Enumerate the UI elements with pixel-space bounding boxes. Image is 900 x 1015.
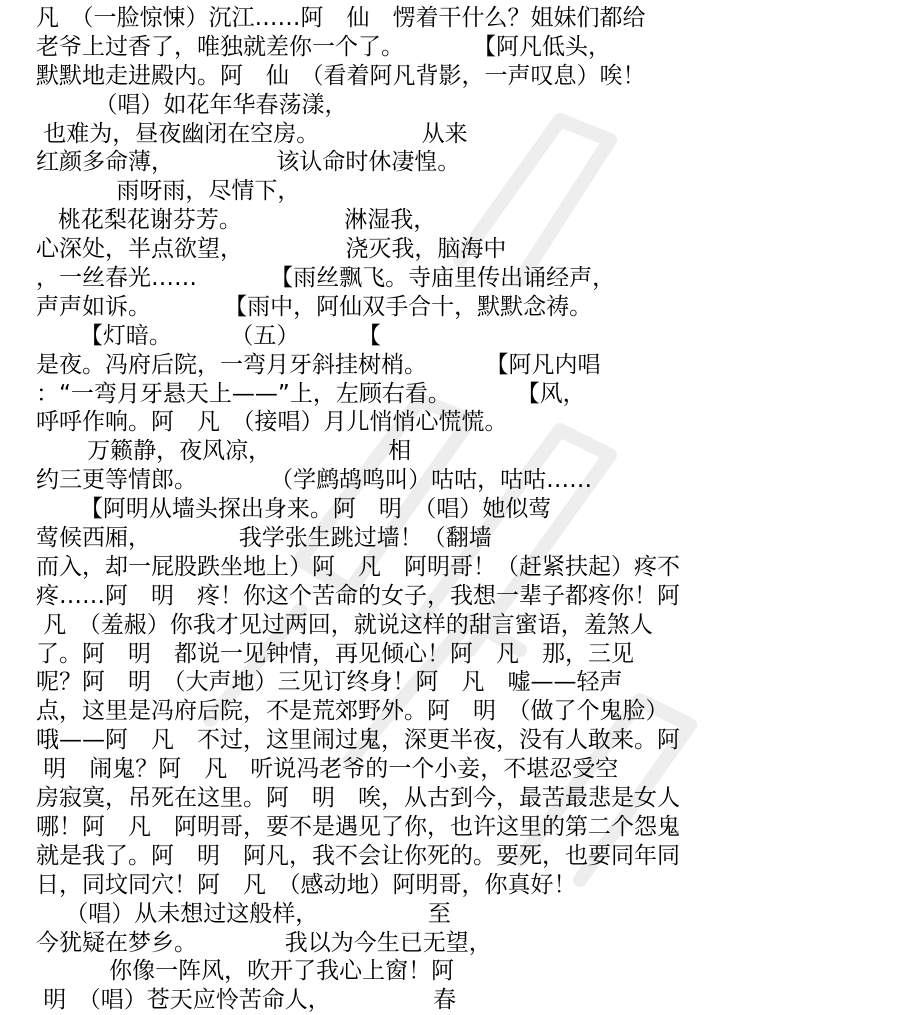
script-line: 明 闹鬼？阿 凡 听说冯老爷的一个小妾，不堪忍受空 [36, 756, 619, 783]
script-line: 房寂寞，吊死在这里。阿 明 唉，从古到今，最苦最悲是女人 [36, 785, 680, 812]
script-line: 就是我了。阿 明 阿凡，我不会让你死的。要死，也要同年同 [36, 842, 680, 869]
script-line: 疼……阿 明 疼！你这个苦命的女子，我想一辈子都疼你！阿 [36, 582, 680, 609]
script-line: 明 （唱）苍天应怜苦命人， 春 [36, 987, 457, 1014]
script-line: 点，这里是冯府后院，不是荒郊野外。阿 明 （做了个鬼脸） [36, 698, 669, 725]
script-line: 呼呼作响。阿 凡 （接唱）月儿悄悄心慌慌。 [36, 409, 508, 436]
script-line: 默默地走进殿内。阿 仙 （看着阿凡背影，一声叹息）唉！ [36, 62, 646, 89]
script-line: 莺候西厢， 我学张生跳过墙！（翻墙 [36, 525, 492, 552]
script-page [36, 4, 876, 1015]
script-line: （唱）如花年华春荡漾， [36, 91, 348, 118]
script-line: 老爷上过香了，唯独就差你一个了。 【阿凡低头， [36, 33, 611, 60]
script-line: 你像一阵风，吹开了我心上窗！阿 [36, 958, 455, 985]
script-line: 桃花梨花谢芬芳。 淋湿我， [36, 207, 437, 234]
script-line: （唱）从未想过这般样， 至 [36, 900, 451, 927]
script-line: 凡 （羞赧）你我才见过两回，就说这样的甜言蜜语，羞煞人 [36, 611, 653, 638]
script-line: 声声如诉。 【雨中，阿仙双手合十，默默念祷。 [36, 293, 593, 320]
script-line: ，一丝春光…… 【雨丝飘飞。寺庙里传出诵经声， [36, 265, 616, 292]
script-line: 今犹疑在梦乡。 我以为今生已无望， [36, 929, 492, 956]
script-line: 哦——阿 凡 不过，这里闹过鬼，深更半夜，没有人敢来。阿 [36, 727, 680, 754]
script-line: 【灯暗。 （五） 【 [36, 322, 381, 349]
script-line: 雨呀雨，尽情下， [36, 178, 301, 205]
script-line: ：“一弯月牙悬天上——”上，左顾右看。 【风， [36, 380, 586, 407]
script-line: 呢？阿 明 （大声地）三见订终身！阿 凡 嘘——轻声 [36, 669, 623, 696]
script-line: 约三更等情郎。 （学鹧鸪鸣叫）咕咕，咕咕…… [36, 467, 593, 494]
script-line: 凡 （一脸惊悚）沉江……阿 仙 愣着干什么？姐妹们都给 [36, 5, 646, 31]
script-line: 也难为，昼夜幽闭在空房。 从来 [36, 120, 468, 147]
script-line: 了。阿 明 都说一见钟情，再见倾心！阿 凡 那，三见 [36, 640, 634, 667]
script-line: 心深处，半点欲望， 浇灭我，脑海中 [36, 236, 507, 263]
script-line: 【阿明从墙头探出身来。阿 明 （唱）她似莺 [36, 496, 552, 523]
script-line: 日，同坟同穴！阿 凡 （感动地）阿明哥，你真好！ [36, 871, 577, 898]
script-line: 是夜。冯府后院，一弯月牙斜挂树梢。 【阿凡内唱 [36, 351, 601, 378]
script-line: 哪！阿 凡 阿明哥，要不是遇见了你，也许这里的第二个怨鬼 [36, 813, 680, 840]
script-line: 红颜多命薄， 该认命时休凄惶。 [36, 149, 461, 176]
script-line: 万籁静，夜风凉， 相 [36, 438, 412, 465]
script-line: 而入，却一屁股跌坐地上）阿 凡 阿明哥！（赶紧扶起）疼不 [36, 553, 680, 580]
